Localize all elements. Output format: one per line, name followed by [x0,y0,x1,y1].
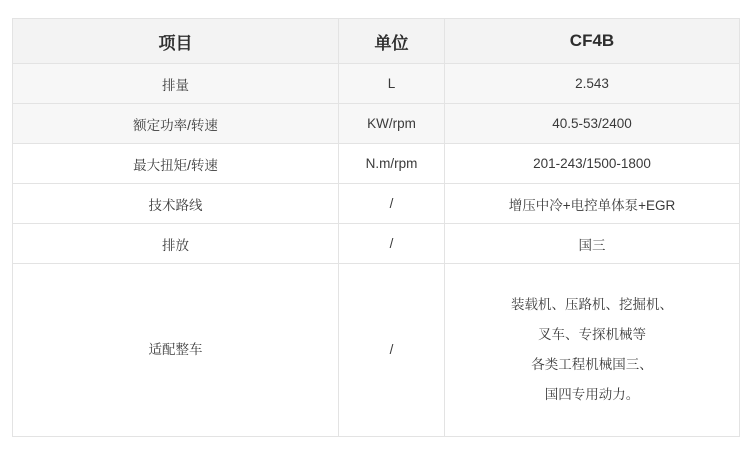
table-row [13,224,740,264]
specification-table [12,18,740,437]
cell-value-line: 各类工程机械国三、 [531,357,653,372]
cell-value: 40.5-53/2400 [445,104,740,144]
table-header-row [13,19,740,64]
cell-value: 2.543 [445,64,740,104]
cell-unit: / [339,184,445,224]
header-cell-item: 项目 [13,19,339,64]
header-cell-unit: 单位 [339,19,445,64]
table-row [13,184,740,224]
cell-value-line: 叉车、专探机械等 [538,327,646,342]
cell-item: 排放 [13,224,339,264]
table-row [13,104,740,144]
cell-value: 国三 [445,224,740,264]
cell-unit: L [339,64,445,104]
cell-unit: KW/rpm [339,104,445,144]
cell-value: 201-243/1500-1800 [445,144,740,184]
cell-item: 技术路线 [13,184,339,224]
cell-item: 排量 [13,64,339,104]
cell-item: 最大扭矩/转速 [13,144,339,184]
header-cell-value: CF4B [445,19,740,64]
cell-item: 适配整车 [13,264,339,437]
cell-item: 额定功率/转速 [13,104,339,144]
cell-unit: / [339,224,445,264]
cell-value-line: 装载机、压路机、挖掘机、 [511,297,673,312]
cell-value [445,264,740,437]
table-row [13,64,740,104]
cell-unit: N.m/rpm [339,144,445,184]
cell-unit: / [339,264,445,437]
table-row [13,264,740,437]
cell-value-line: 国四专用动力。 [544,387,640,402]
table-row [13,144,740,184]
cell-value: 增压中冷+电控单体泵+EGR [445,184,740,224]
